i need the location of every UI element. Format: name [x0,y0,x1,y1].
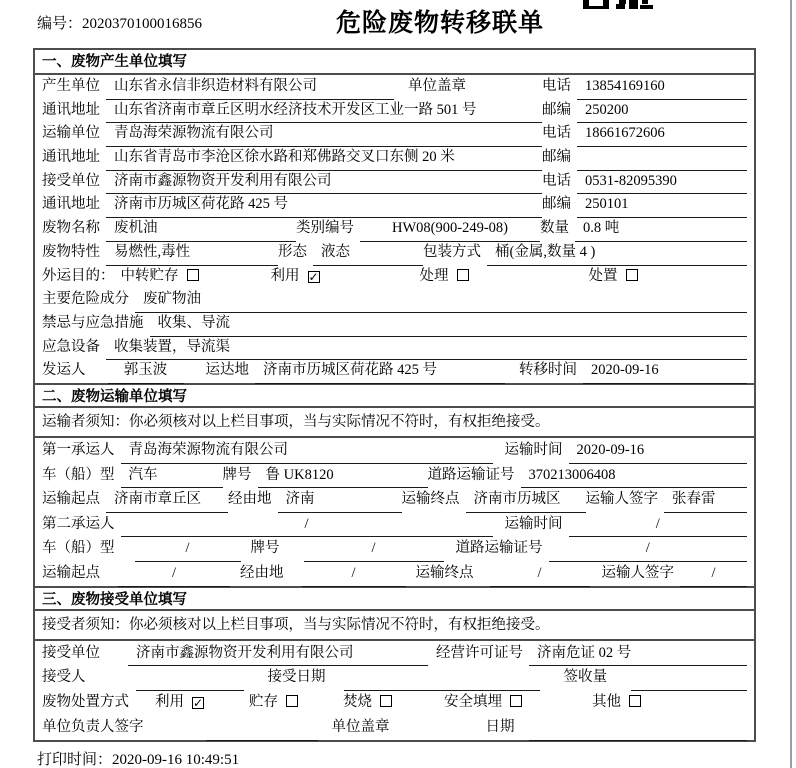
field-label: 电话 [542,78,571,94]
field-value: 汽车 [121,463,223,489]
field-label: 接受人 [42,669,86,686]
field-label: 接受日期 [267,669,326,686]
field-label: 废物特性 [42,243,100,260]
form-row [35,359,754,383]
form-row [35,641,754,666]
section-3 [35,586,754,740]
field-value: 370213006408 [521,463,748,489]
field-value: 济南 [278,487,402,513]
field-label: 运输起点 [42,564,100,581]
field-value: 250101 [577,193,747,218]
field-label: 数量 [540,220,569,237]
field-label: 道路运输证号 [455,540,543,557]
field-label: 签收量 [563,669,607,686]
form-row [35,217,754,241]
form-row [35,487,754,512]
form-row [35,512,754,537]
field-label: 产生单位 [42,78,100,94]
checkbox-checked-icon: ✓ [308,269,319,284]
field-label: 经由地 [240,564,284,581]
checkbox-unchecked [592,690,641,715]
field-value [136,665,244,691]
section-title: 三、废物接受单位填写 [35,586,754,611]
field-value: 13854169160 [577,75,747,100]
form-row [35,336,754,360]
section-1 [35,50,754,383]
checkbox-unchecked-icon [380,695,392,707]
checkbox-label: 贮存 [249,694,278,711]
field-value: 收集装置，导流渠 [106,336,747,361]
field-label: 禁忌与应急措施 [42,314,144,331]
field-label: 形态 [278,243,307,260]
field-label: 运输终点 [401,491,460,508]
checkbox-unchecked-icon [286,695,298,707]
checkbox-label: 处理 [419,267,449,284]
static-text: 单位盖章 [331,718,390,735]
field-value: / [569,512,748,538]
document-number-value: 2020370100016856 [82,16,203,32]
field-value: / [302,561,406,587]
form-table [33,48,756,742]
page-title: 危险废物转移联单 [335,9,545,37]
field-label: 包装方式 [423,243,481,260]
checkbox-unchecked [343,690,392,715]
field-label: 电话 [542,172,571,189]
checkbox-unchecked [420,265,469,289]
field-label: 废物处置方式 [42,694,129,711]
field-label: 邮编 [542,196,571,213]
field-label: 应急设备 [42,338,100,355]
checkbox-unchecked-icon [510,695,522,707]
form-row [35,665,754,690]
field-value: / [135,536,241,562]
field-value: 济南市章丘区 [106,487,228,513]
field-value: 山东省永信非织造材料有限公司 [106,75,394,100]
form-row [35,122,754,146]
checkbox-label: 安全填埋 [444,694,502,711]
field-label: 运输终点 [415,564,474,581]
field-label: 废物名称 [42,220,100,237]
section-title: 一、废物产生单位填写 [35,50,754,75]
document-number-label: 编号： [37,16,83,32]
field-value: / [680,561,747,587]
field-label: 运输人签字 [585,491,658,508]
field-label: 车（船）型 [42,466,115,483]
field-label: 接受单位 [42,644,100,661]
field-label: 主要危险成分 [42,291,129,308]
field-label: 经由地 [228,491,272,508]
checkbox-unchecked [121,265,199,289]
field-value: 0.8 吨 [575,217,747,242]
field-label: 接受单位 [42,172,100,189]
field-label: 运达地 [205,362,249,379]
field-value: / [121,512,493,538]
field-value: / [549,536,748,562]
field-label: 经营许可证号 [436,644,523,661]
form-row [35,146,754,170]
checkbox-unchecked-icon [457,269,469,281]
form-row [35,690,754,715]
form-row [35,438,754,463]
form-row [35,463,754,488]
field-label: 牌号 [250,540,280,557]
checkbox-label: 利用 [155,694,184,711]
field-label: 邮编 [542,149,571,166]
form-row [35,561,754,586]
checkbox-label: 处置 [588,267,618,284]
print-time: 打印时间：2020-09-16 10:49:51 [37,752,240,768]
field-value: HW08(900-249-08) [360,217,540,242]
form-row [35,170,754,194]
field-value: 易燃性,毒性 [106,241,278,266]
field-value: 18661672606 [577,122,747,147]
field-value: 桶(金属,数量 4 ) [487,241,747,266]
form-row [35,265,754,289]
checkbox-unchecked-icon [187,269,199,281]
field-value: 济南市历城区 [466,487,586,513]
field-value: 鲁 UK8120 [258,463,428,489]
checkbox-unchecked [589,265,638,289]
field-value: 废矿物油 [135,288,747,313]
qr-code-fragment-icon [583,0,653,9]
field-value [577,146,747,171]
field-label: 邮编 [542,101,571,118]
field-label: 发运人 [42,362,86,379]
field-value: 2020-09-16 [583,359,747,384]
field-value: 液态 [313,241,423,266]
checkbox-unchecked [444,690,522,715]
field-label: 道路运输证号 [427,466,515,483]
field-value [206,715,318,741]
checkbox-checked [155,690,204,715]
field-label: 类别编号 [296,220,354,237]
checkbox-label: 利用 [270,267,300,284]
field-value: 张春雷 [664,487,747,513]
field-label: 电话 [542,125,571,142]
field-value: 0531-82095390 [577,170,747,195]
field-value: 废机油 [106,217,296,242]
section-notice: 运输者须知：你必须核对以上栏目事项，当与实际情况不符时，有权拒绝接受。 [35,408,754,438]
field-value: 250200 [577,99,747,124]
checkbox-label: 其他 [592,694,621,711]
field-value: 郭玉波 [108,359,184,384]
field-value: 2020-09-16 [569,438,748,464]
field-label: 运输起点 [42,491,100,508]
checkbox-label: 焚烧 [343,694,372,711]
form-row [35,99,754,123]
field-value: 青岛海荣源物流有限公司 [106,122,542,147]
form-row [35,715,754,740]
field-label: 车（船）型 [42,540,115,557]
checkbox-unchecked-icon [626,269,638,281]
field-label: 运输单位 [42,125,100,142]
checkbox-unchecked-icon [629,695,641,707]
form-row [35,312,754,336]
field-label: 通讯地址 [42,101,100,118]
field-value [631,665,747,691]
field-value: 山东省青岛市李沧区徐水路和郑佛路交叉口东侧 20 米 [106,146,542,171]
scan-edge-line [790,0,792,768]
field-label: 通讯地址 [42,149,100,166]
field-label: 单位负责人签字 [42,718,144,735]
form-row [35,75,754,99]
field-label: 运输时间 [504,441,563,458]
field-label: 通讯地址 [42,196,100,213]
field-value [529,715,748,741]
field-value: 济南市鑫源物资开发利用有限公司 [106,170,542,195]
field-label: 第二承运人 [42,515,115,532]
form-row [35,288,754,312]
document-number [37,12,202,33]
field-value: 济南危证 02 号 [529,641,747,667]
checkbox-checked-icon: ✓ [193,696,204,711]
field-value: 济南市历城区荷花路 425 号 [255,359,505,384]
field-label: 外运目的： [42,267,115,284]
field-label: 牌号 [222,466,252,483]
field-label: 转移时间 [519,362,577,379]
form-row [35,193,754,217]
field-value: 济南市鑫源物资开发利用有限公司 [128,641,428,667]
field-label: 运输人签字 [601,564,674,581]
checkbox-label: 中转贮存 [120,267,179,284]
field-value: 济南市历城区荷花路 425 号 [106,193,542,218]
form-row [35,241,754,265]
field-label: 运输时间 [504,515,563,532]
field-value: 收集、导流 [150,312,748,337]
field-label: 日期 [485,718,515,735]
checkbox-unchecked [249,690,298,715]
field-value: / [304,536,444,562]
static-text: 单位盖章 [408,78,466,94]
field-value: / [490,561,590,587]
field-value [344,665,540,691]
section-2 [35,383,754,586]
field-value: 山东省济南市章丘区明水经济技术开发区工业一路 501 号 [106,99,542,124]
field-value: 青岛海荣源物流有限公司 [121,438,493,464]
field-label: 第一承运人 [42,441,115,458]
form-row [35,536,754,561]
checkbox-checked [271,265,320,289]
section-title: 二、废物运输单位填写 [35,383,754,408]
section-notice: 接受者须知：你必须核对以上栏目事项，当与实际情况不符时，有权拒绝接受。 [35,611,754,641]
field-value: / [118,561,230,587]
